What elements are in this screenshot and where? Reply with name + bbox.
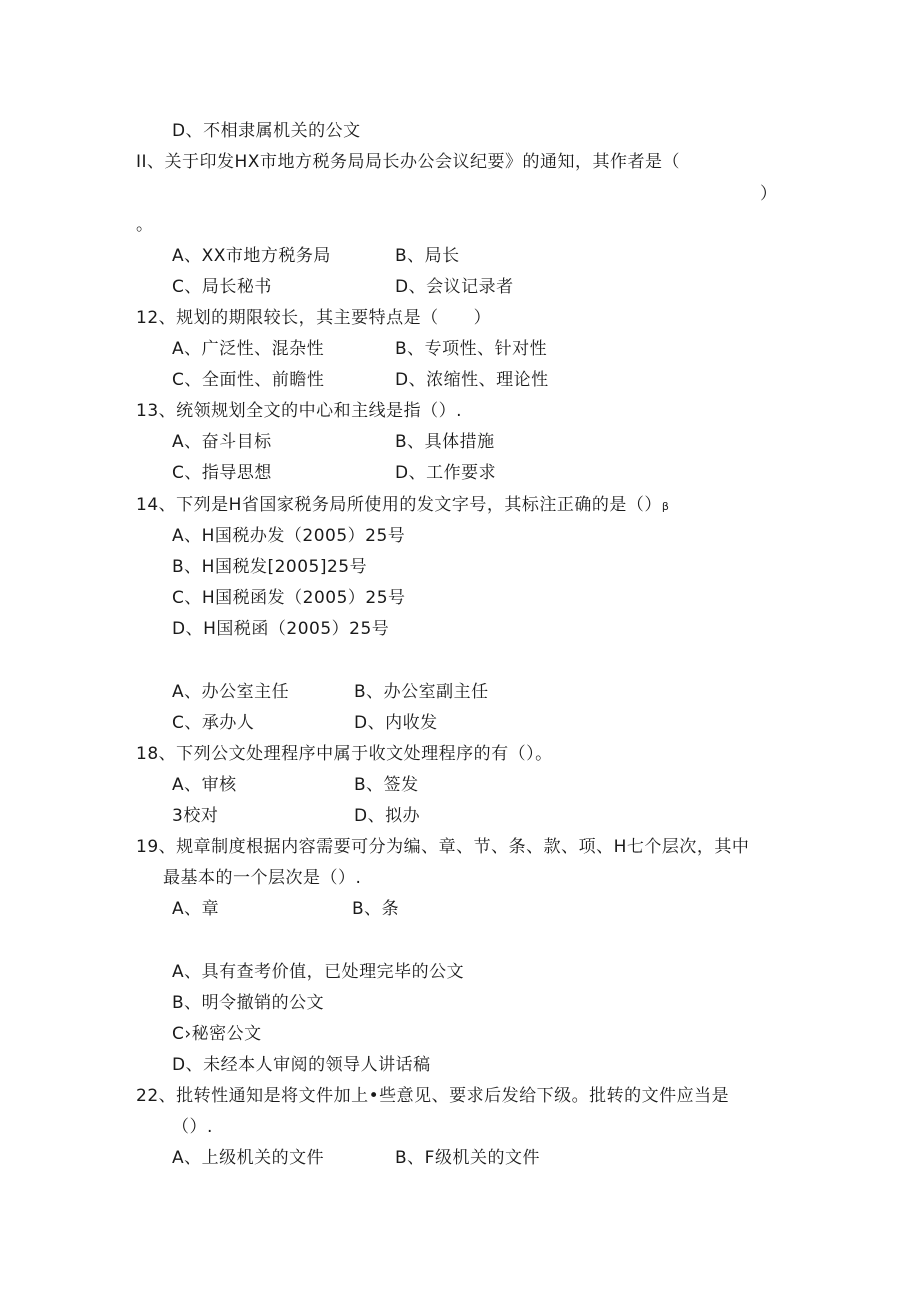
option-b: B、明令撤销的公文 [172, 993, 325, 1013]
option-a: A、奋斗目标 [172, 432, 272, 452]
option-a: A、办公室主任 [172, 682, 290, 702]
option-b: B、H国税发[2005]25号 [172, 557, 368, 577]
option-c: C、局长秘书 [172, 277, 272, 297]
option-a: A、上级机关的文件 [172, 1148, 325, 1168]
option-d: D、会议记录者 [395, 277, 514, 297]
option-d: D、不相隶属机关的公文 [172, 121, 361, 141]
option-a: A、章 [172, 899, 220, 919]
question-13-stem: 13、统领规划全文的中心和主线是指（）. [136, 401, 463, 421]
option-b: B、办公室副主任 [354, 682, 489, 702]
option-b: B、签发 [354, 775, 419, 795]
option-b: B、条 [352, 899, 400, 919]
question-11-continuation: 。 [136, 215, 154, 235]
option-b: B、具体措施 [395, 432, 495, 452]
question-11-stem: II、关于印发HX市地方税务局局长办公会议纪要》的通知，其作者是（ [136, 152, 680, 172]
question-14-stem [136, 493, 669, 519]
option-b: B、局长 [395, 246, 460, 266]
option-b: B、专项性、针对性 [395, 339, 548, 359]
option-a: A、XX市地方税务局 [172, 246, 331, 266]
option-c: C、指导思想 [172, 463, 272, 483]
option-d: D、H国税函（2005）25号 [172, 619, 390, 639]
question-12-stem: 12、规划的期限较长，其主要特点是（ ） [136, 308, 492, 328]
option-d: D、工作要求 [395, 463, 497, 483]
option-d: D、拟办 [354, 806, 421, 826]
question-19-stem: 19、规章制度根据内容需要可分为编、章、节、条、款、项、H七个层次，其中 [136, 837, 750, 857]
option-c: C、承办人 [172, 713, 255, 733]
question-14-stem-mark: β [661, 500, 670, 513]
option-c: C›秘密公文 [172, 1024, 262, 1044]
question-14-stem-text: 14、下列是H省国家税务局所使用的发文字号，其标注正确的是（） [136, 495, 662, 515]
option-d: D、未经本人审阅的领导人讲话稿 [172, 1055, 431, 1075]
option-c: C、H国税函发（2005）25号 [172, 588, 406, 608]
question-19-stem-continuation: 最基本的一个层次是（）. [163, 868, 362, 888]
option-c: C、全面性、前瞻性 [172, 370, 325, 390]
question-11-close-paren: ） [760, 184, 778, 204]
option-d: D、内收发 [354, 713, 438, 733]
option-c: 3校对 [172, 806, 219, 826]
option-a: A、H国税办发（2005）25号 [172, 526, 406, 546]
question-18-stem: 18、下列公文处理程序中属于收文处理程序的有（）。 [136, 744, 553, 764]
option-a: A、广泛性、混杂性 [172, 339, 325, 359]
question-22-stem-continuation: （）. [172, 1117, 213, 1137]
option-d: D、浓缩性、理论性 [395, 370, 549, 390]
option-b: B、F级机关的文件 [395, 1148, 540, 1168]
option-a: A、具有查考价值，已处理完毕的公文 [172, 962, 465, 982]
option-a: A、审核 [172, 775, 237, 795]
question-22-stem: 22、批转性通知是将文件加上•些意见、要求后发给下级。批转的文件应当是 [136, 1086, 730, 1106]
